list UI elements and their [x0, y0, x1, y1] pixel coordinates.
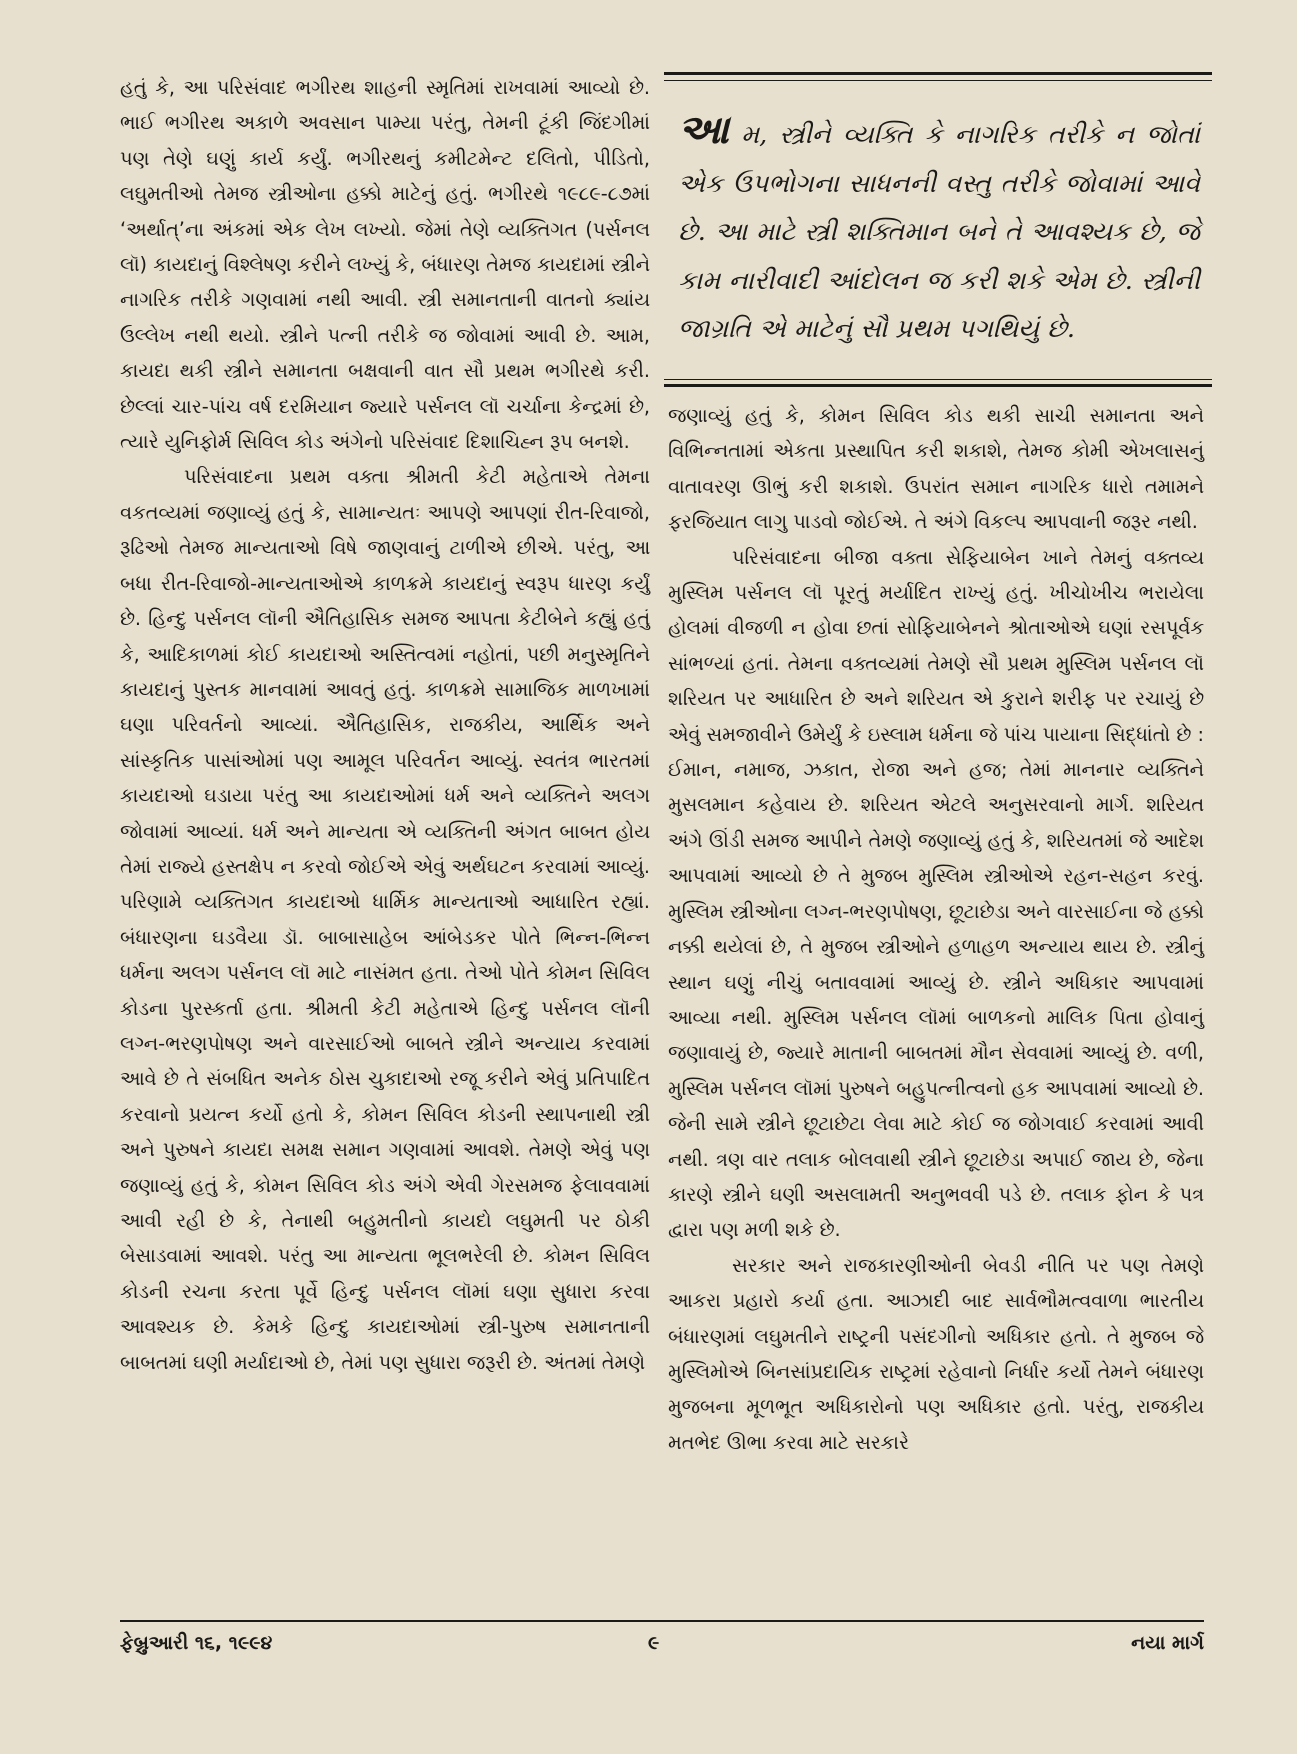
pull-quote-body: મ, સ્ત્રીને વ્યક્તિ કે નાગરિક તરીકે ન જોતાં એક ઉપભોગના સાધનની વસ્તુ તરીકે જોવામાં આવે છે. આ માટે સ્ત્રી શક્તિમાન બને તે આવશ્યક છે, જે કામ નારીવાદી આંદોલન જ કરી શકે એમ છે. સ્ત્રીની જાગ્રતિ એ માટેનું સૌ પ્રથમ પગથિયું છે.: [678, 120, 1200, 344]
left-column: [120, 70, 650, 1380]
pull-quote-box: [664, 72, 1212, 390]
drop-cap: આ: [678, 106, 729, 153]
bottom-rule-thin: [664, 379, 1212, 380]
pull-quote-text: [678, 106, 1200, 354]
article-paragraph: જણાવ્યું હતું કે, કોમન સિવિલ કોડ થકી સાચી સમાનતા અને વિભિન્નતામાં એકતા પ્રસ્થાપિત કરી શકાશે, તેમજ કોમી એખલાસનું વાતાવરણ ઊભું કરી શકાશે. ઉપરાંત સમાન નાગરિક ધારો તમામને ફરજિયાત લાગુ પાડવો જોઈએ. તે અંગે વિકલ્પ આપવાની જરૂર નથી.: [668, 404, 1204, 534]
top-rule: [664, 72, 1212, 75]
article-paragraph: સરકાર અને રાજકારણીઓની બેવડી નીતિ પર પણ તેમણે આકરા પ્રહારો કર્યા હતા. આઝાદી બાદ સાર્વભૌમત્વવાળા ભારતીય બંધારણમાં લઘુમતીને રાષ્ટ્રની પસંદગીનો અધિકાર હતો. તે મુજબ જે મુસ્લિમોએ બિનસાંપ્રદાયિક રાષ્ટ્રમાં રહેવાનો નિર્ધાર કર્યો તેમને બંધારણ મુજબના મૂળભૂત અધિકારોનો પણ અધિકાર હતો. પરંતુ, રાજકીય મતભેદ ઊભા કરવા માટે સરકારે: [668, 1253, 1204, 1454]
footer-date: ફેબ્રુઆરી ૧૬, ૧૯૯૪: [120, 1632, 273, 1654]
article-paragraph: પરિસંવાદના પ્રથમ વક્તા શ્રીમતી કેટી મહેતાએ તેમના વકતવ્યમાં જણાવ્યું હતું કે, સામાન્યતઃ આપણે આપણાં રીત-રિવાજો, રૂઢિઓ તેમજ માન્યતાઓ વિષે જાણવાનું ટાળીએ છીએ. પરંતુ, આ બધા રીત-રિવાજો-માન્યતાઓએ કાળક્રમે કાયદાનું સ્વરૂપ ધારણ કર્યું છે. હિન્દુ પર્સનલ લૉની ઐતિહાસિક સમજ આપતા કેટીબેને કહ્યું હતું કે, આદિકાળમાં કોઈ કાયદાઓ અસ્તિત્વમાં નહોતાં, પછી મનુસ્મૃતિને કાયદાનું પુસ્તક માનવામાં આવતું હતું. કાળક્રમે સામાજિક માળખામાં ઘણા પરિવર્તનો આવ્યાં. ઐતિહાસિક, રાજકીય, આર્થિક અને સાંસ્કૃતિક પાસાંઓમાં પણ આમૂલ પરિવર્તન આવ્યું. સ્વતંત્ર ભારતમાં કાયદાઓ ઘડાયા પરંતુ આ કાયદાઓમાં ધર્મ અને વ્યક્તિને અલગ જોવામાં આવ્યાં. ધર્મ અને માન્યતા એ વ્યક્તિની અંગત બાબત હોય તેમાં રાજ્યે હસ્તક્ષેપ ન કરવો જોઈએ એવું અર્થઘટન કરવામાં આવ્યું. પરિણામે વ્યક્તિગત કાયદાઓ ધાર્મિક માન્યતાઓ આધારિત રહ્યાં. બંધારણના ઘડવૈયા ડૉ. બાબાસાહેબ આંબેડકર પોતે ભિન્ન-ભિન્ન ધર્મના અલગ પર્સનલ લૉ માટે નાસંમત હતા. તેઓ પોતે કોમન સિવિલ કોડના પુરસ્કર્તા હતા. શ્રીમતી કેટી મહેતાએ હિન્દુ પર્સનલ લૉની લગ્ન-ભરણપોષણ અને વારસાઈઓ બાબતે સ્ત્રીને અન્યાય કરવામાં આવે છે તે સંબધિત અનેક ઠોસ ચુકાદાઓ રજૂ કરીને એવું પ્રતિપાદિત કરવાનો પ્રયત્ન કર્યો હતો કે, કોમન સિવિલ કોડની સ્થાપનાથી સ્ત્રી અને પુરુષને કાયદા સમક્ષ સમાન ગણવામાં આવશે. તેમણે એવું પણ જણાવ્યું હતું કે, કોમન સિવિલ કોડ અંગે એવી ગેરસમજ ફેલાવવામાં આવી રહી છે કે, તેનાથી બહુમતીનો કાયદો લઘુમતી પર ઠોકી બેસાડવામાં આવશે. પરંતુ આ માન્યતા ભૂલભરેલી છે. કોમન સિવિલ કોડની રચના કરતા પૂર્વે હિન્દુ પર્સનલ લૉમાં ઘણા સુધારા કરવા આવશ્યક છે. કેમકે હિન્દુ કાયદાઓમાં સ્ત્રી-પુરુષ સમાનતાની બાબતમાં ઘણી મર્યાદાઓ છે, તેમાં પણ સુધારા જરૂરી છે. અંતમાં તેમણે: [120, 465, 650, 1374]
right-column: [668, 398, 1204, 1460]
footer-publication: નયા માર્ગ: [1131, 1632, 1204, 1654]
article-paragraph: પરિસંવાદના બીજા વક્તા સેફિયાબેન ખાને તેમનું વક્તવ્ય મુસ્લિમ પર્સનલ લૉ પૂરતું મર્યાદિત રાખ્યું હતું. ખીચોખીચ ભરાયેલા હોલમાં વીજળી ન હોવા છતાં સોફિયાબેનને શ્રોતાઓએ ઘણાં રસપૂર્વક સાંભળ્યાં હતાં. તેમના વક્તવ્યમાં તેમણે સૌ પ્રથમ મુસ્લિમ પર્સનલ લૉ શરિયત પર આધારિત છે અને શરિયત એ કુરાને શરીફ પર રચાયું છે એવું સમજાવીને ઉમેર્યું કે ઇસ્લામ ધર્મના જે પાંચ પાયાના સિદ્ધાંતો છે : ઈમાન, નમાજ, ઝકાત, રોજા અને હજ; તેમાં માનનાર વ્યક્તિને મુસલમાન કહેવાય છે. શરિયત એટલે અનુસરવાનો માર્ગ. શરિયત અંગે ઊંડી સમજ આપીને તેમણે જણાવ્યું હતું કે, શરિયતમાં જે આદેશ આપવામાં આવ્યો છે તે મુજબ મુસ્લિમ સ્ત્રીઓએ રહન-સહન કરવું. મુસ્લિમ સ્ત્રીઓના લગ્ન-ભરણપોષણ, છૂટાછેડા અને વારસાઈના જે હક્કો નક્કી થયેલાં છે, તે મુજબ સ્ત્રીઓને હળાહળ અન્યાય થાય છે. સ્ત્રીનું સ્થાન ઘણું નીચું બતાવવામાં આવ્યું છે. સ્ત્રીને અધિકાર આપવામાં આવ્યા નથી. મુસ્લિમ પર્સનલ લૉમાં બાળકનો માલિક પિતા હોવાનું જણાવાયું છે, જ્યારે માતાની બાબતમાં મૌન સેવવામાં આવ્યું છે. વળી, મુસ્લિમ પર્સનલ લૉમાં પુરુષને બહુપત્નીત્વનો હક આપવામાં આવ્યો છે. જેની સામે સ્ત્રીને છૂટાછેટા લેવા માટે કોઈ જ જોગવાઈ કરવામાં આવી નથી. ત્રણ વાર તલાક બોલવાથી સ્ત્રીને છૂટાછેડા અપાઈ જાય છે, જેના કારણે સ્ત્રીને ઘણી અસલામતી અનુભવવી પડે છે. તલાક ફોન કે પત્ર દ્વારા પણ મળી શકે છે.: [668, 545, 1204, 1242]
top-rule-thin: [664, 80, 1212, 81]
page-footer: [120, 1620, 1204, 1654]
footer-page-number: ૯: [648, 1632, 660, 1654]
article-paragraph: હતું કે, આ પરિસંવાદ ભગીરથ શાહની સ્મૃતિમાં રાખવામાં આવ્યો છે. ભાઈ ભગીરથ અકાળે અવસાન પામ્યા પરંતુ, તેમની ટૂંકી જિંદગીમાં પણ તેણે ઘણું કાર્ય કર્યું. ભગીરથનું કમીટમેન્ટ દલિતો, પીડિતો, લઘુમતીઓ તેમજ સ્ત્રીઓના હક્કો માટેનું હતું. ભગીરથે ૧૯૮૯-૮૭માં ‘અર્થાત્’ના અંકમાં એક લેખ લખ્યો. જેમાં તેણે વ્યક્તિગત (પર્સનલ લૉ) કાયદાનું વિશ્લેષણ કરીને લખ્યું કે, બંધારણ તેમજ કાયદામાં સ્ત્રીને નાગરિક તરીકે ગણવામાં નથી આવી. સ્ત્રી સમાનતાની વાતનો ક્યાંય ઉલ્લેખ નથી થયો. સ્ત્રીને પત્ની તરીકે જ જોવામાં આવી છે. આમ, કાયદા થકી સ્ત્રીને સમાનતા બક્ષવાની વાત સૌ પ્રથમ ભગીરથે કરી. છેલ્લાં ચાર-પાંચ વર્ષ દરમિયાન જ્યારે પર્સનલ લૉ ચર્ચાના કેન્દ્રમાં છે, ત્યારે યુનિફોર્મ સિવિલ કોડ અંગેનો પરિસંવાદ દિશાચિહ્ન રૂપ બનશે.: [120, 76, 650, 454]
bottom-rule: [664, 384, 1212, 387]
